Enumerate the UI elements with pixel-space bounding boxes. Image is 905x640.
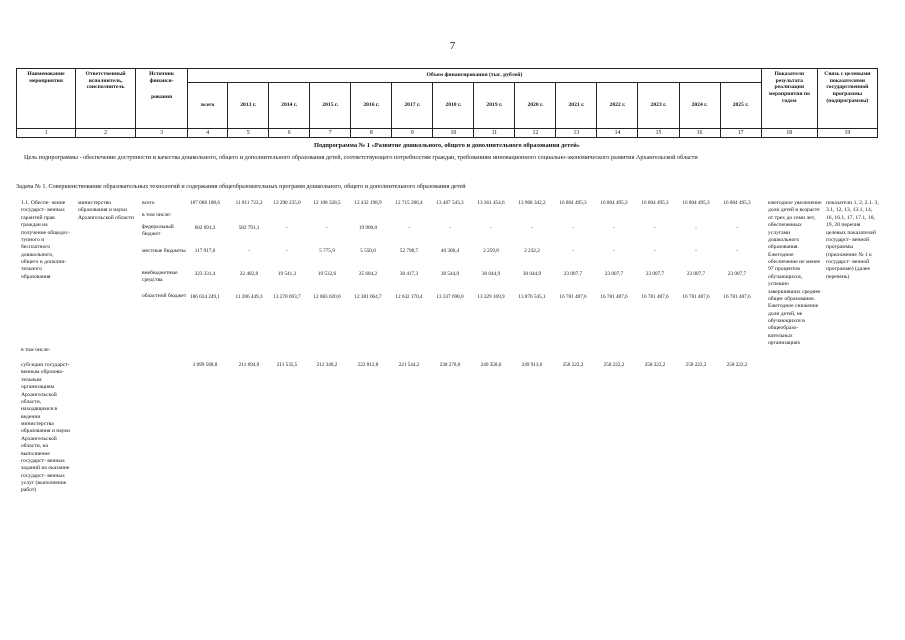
funding-value: - — [695, 225, 697, 231]
funding-value: 222 812,8 — [357, 362, 379, 368]
funding-value: - — [286, 225, 288, 231]
header-source — [136, 69, 188, 129]
column-number: 3 — [136, 129, 188, 138]
funding-value: 13 329 169,9 — [477, 294, 505, 300]
funding-value: 212 340,2 — [316, 362, 338, 368]
target-link: показатели 1, 2, 2.1. 3, 3.1, 12, 13, 13.1, 14, 16, 16.1, 17, 17.1, 18, 19, 20 перечня целевых показателей государст- венной программы (приложение № 1 к государст- венной программе) (далее перечень) — [826, 200, 879, 280]
source-total: всего — [142, 200, 155, 206]
column-number: 5 — [228, 129, 269, 138]
funding-value: 16 804 495,3 — [559, 200, 587, 206]
header-year: 2025 г. — [720, 83, 761, 129]
funding-value: 23 007,7 — [604, 271, 624, 277]
funding-value: 11 206 449,3 — [235, 294, 263, 300]
result-indicator: ежегодное увеличение доли детей в возрасте от трех до семи лет, обеспеченных услугами дошкольного образования. Ежегодное обеспечение не менее 97 процентов обучающихся, успешно завершивших среднее общее образование. Ежегодное снижение доли детей, не обучающихся в общеобразо- вательных организациях — [768, 200, 822, 347]
header-year: 2024 г. — [679, 83, 720, 129]
column-number: 12 — [515, 129, 556, 138]
source-in-total: в том числе: — [142, 212, 172, 218]
funding-value: 30 044,9 — [481, 271, 501, 277]
subprogram-goal: Цель подпрограммы - обеспечение доступности и качества дошкольного, общего и дополнительного образования детей, соответствующего потребностям граждан, требованиям инновационного социально-экономического развития Архангельской области — [24, 154, 698, 161]
column-number: 11 — [474, 129, 515, 138]
header-table — [16, 68, 878, 138]
header-year: 2020 г. — [515, 83, 556, 129]
funding-value: 249 913,6 — [521, 362, 543, 368]
header-year: 2016 г. — [351, 83, 392, 129]
funding-value: 12 632 170,4 — [395, 294, 423, 300]
header-name-of-measure: Наименование мероприятия — [17, 69, 76, 129]
column-number: 16 — [679, 129, 720, 138]
column-number: 9 — [392, 129, 433, 138]
funding-value: 23 007,7 — [645, 271, 665, 277]
funding-value: - — [695, 248, 697, 254]
funding-value: 238 278,0 — [439, 362, 461, 368]
column-number: 15 — [638, 129, 679, 138]
task-heading: Задача № 1. Совершенствование образовательных технологий и содержания общеобразовательных программ дошкольного, общего и дополнительного образования детей — [16, 183, 466, 190]
funding-value: 2 232,2 — [524, 248, 540, 254]
column-number: 19 — [817, 129, 877, 138]
funding-value: 16 804 495,3 — [641, 200, 669, 206]
funding-value: 13 407 543,3 — [436, 200, 464, 206]
funding-value: 12 108 328,5 — [313, 200, 341, 206]
funding-value: - — [248, 248, 250, 254]
funding-value: 23 007,7 — [686, 271, 706, 277]
funding-value: 11 811 723,2 — [235, 200, 263, 206]
funding-value: 258 222,2 — [685, 362, 707, 368]
funding-value: - — [408, 225, 410, 231]
funding-value: 16 781 487,6 — [641, 294, 669, 300]
funding-value: 16 804 495,3 — [723, 200, 751, 206]
funding-value: 16 804 495,3 — [600, 200, 628, 206]
source-local: местные бюджеты — [142, 248, 186, 254]
funding-value: - — [286, 248, 288, 254]
funding-value: 16 804 495,3 — [682, 200, 710, 206]
header-year: 2018 г. — [433, 83, 474, 129]
funding-value: - — [531, 225, 533, 231]
funding-value: 16 781 487,6 — [600, 294, 628, 300]
funding-value: 25 684,2 — [358, 271, 378, 277]
funding-value: 13 290 235,0 — [273, 200, 301, 206]
column-number: 4 — [188, 129, 228, 138]
executor: министерство образования и науки Архангельской области — [78, 200, 134, 221]
funding-value: 211 694,9 — [238, 362, 260, 368]
header-year: 2023 г. — [638, 83, 679, 129]
row-total — [190, 200, 758, 209]
funding-value: 5 550,0 — [360, 248, 376, 254]
funding-value: 16 781 487,6 — [723, 294, 751, 300]
header-target-link: Связь с целевыми показателями государственной программы (подпрограммы) — [817, 69, 877, 129]
header-year: 2022 г. — [597, 83, 638, 129]
funding-value: - — [572, 225, 574, 231]
column-number: 10 — [433, 129, 474, 138]
funding-value: - — [613, 248, 615, 254]
funding-value: - — [449, 225, 451, 231]
funding-value: 258 222,2 — [603, 362, 625, 368]
funding-value: 23 007,7 — [727, 271, 747, 277]
subsidy-name: субсидии государст- венным образова- тельным организациям Архангельской области, находящимся в ведении министерства образования и науки Архангельской области, на выполнение государст- венных заданий на оказание государст- венных услуг (выполнение работ) — [21, 362, 70, 494]
source-extrabudget: внебюджетные средства — [142, 270, 178, 284]
funding-value: 13 337 698,0 — [436, 294, 464, 300]
row-subsidy — [190, 362, 758, 371]
funding-value: 30 417,3 — [399, 271, 419, 277]
funding-value: 323 331,4 — [194, 271, 216, 277]
row-local — [190, 248, 758, 257]
funding-value: - — [654, 248, 656, 254]
funding-value: 12 381 064,7 — [354, 294, 382, 300]
column-number: 18 — [761, 129, 817, 138]
measure-name: 1.1. Обеспе- чение государст- венных гарантий прав граждан на получение общедос- тупного и бесплатного дошкольного, общего и дополни- тельного образования — [21, 200, 70, 280]
funding-value: 13 908 342,2 — [518, 200, 546, 206]
funding-value: 186 024 249,1 — [190, 294, 220, 300]
funding-value: 13 876 545,1 — [518, 294, 546, 300]
column-number: 7 — [310, 129, 351, 138]
funding-value: - — [654, 225, 656, 231]
funding-value: 52 798,7 — [399, 248, 419, 254]
column-number: 1 — [17, 129, 76, 138]
funding-value: 40 300,4 — [440, 248, 460, 254]
funding-value: - — [572, 248, 574, 254]
funding-value: 13 361 454,6 — [477, 200, 505, 206]
column-number: 2 — [76, 129, 136, 138]
funding-value: 258 222,2 — [644, 362, 666, 368]
source-regional: областной бюджет — [142, 293, 187, 299]
funding-value: 22 482,8 — [239, 271, 259, 277]
funding-value: 12 715 286,4 — [395, 200, 423, 206]
funding-value: 258 222,2 — [562, 362, 584, 368]
header-year: всего — [188, 83, 228, 129]
funding-value: 582 791,1 — [238, 225, 260, 231]
funding-value: - — [490, 225, 492, 231]
page-number: 7 — [449, 40, 456, 52]
funding-value: 2 259,8 — [483, 248, 499, 254]
column-number: 6 — [269, 129, 310, 138]
funding-value: 258 222,2 — [726, 362, 748, 368]
funding-value: 30 544,9 — [440, 271, 460, 277]
header-source-line2: рования — [151, 94, 173, 101]
row-federal — [190, 225, 758, 234]
funding-value: - — [326, 225, 328, 231]
funding-value: 23 007,7 — [563, 271, 583, 277]
funding-value: 13 270 693,7 — [273, 294, 301, 300]
funding-value: 30 044,9 — [522, 271, 542, 277]
header-year: 2013 г. — [228, 83, 269, 129]
funding-value: 19 541,3 — [277, 271, 297, 277]
in-total-label: в том числе: — [21, 347, 51, 353]
funding-value: - — [736, 225, 738, 231]
source-federal: федеральный бюджет — [142, 224, 174, 238]
row-regional — [190, 294, 758, 303]
header-year: 2021 г. — [556, 83, 597, 129]
header-result-indicators: Показатели результата реализации мероприятия по годам — [761, 69, 817, 129]
row-extrabudget — [190, 271, 758, 280]
funding-value: 3 099 588,8 — [192, 362, 218, 368]
column-number: 13 — [556, 129, 597, 138]
funding-value: - — [613, 225, 615, 231]
funding-value: 12 083 020,0 — [313, 294, 341, 300]
column-number: 14 — [597, 129, 638, 138]
funding-value: 16 781 487,6 — [559, 294, 587, 300]
header-executor: Ответственный исполнитель, соисполнитель — [76, 69, 136, 129]
header-year: 2014 г. — [269, 83, 310, 129]
header-year: 2019 г. — [474, 83, 515, 129]
header-year: 2017 г. — [392, 83, 433, 129]
funding-value: 240 358,6 — [480, 362, 502, 368]
header-year: 2015 г. — [310, 83, 351, 129]
funding-value: 117 917,0 — [194, 248, 216, 254]
subprogram-title: Подпрограмма № 1 «Развитие дошкольного, общего и дополнительного образования детей» — [314, 142, 580, 149]
column-number: 8 — [351, 129, 392, 138]
funding-value: 211 535,5 — [276, 362, 298, 368]
funding-value: 19 900,0 — [358, 225, 378, 231]
funding-value: 16 781 487,6 — [682, 294, 710, 300]
funding-value: 221 544,2 — [398, 362, 420, 368]
funding-value: 602 691,3 — [194, 225, 216, 231]
header-source-line1: Источник финанси- — [149, 71, 175, 84]
header-funding-title: Объем финансирования (тыс. рублей) — [188, 69, 762, 83]
funding-value: 5 775,9 — [319, 248, 335, 254]
funding-value: 19 532,6 — [317, 271, 337, 277]
funding-value: - — [736, 248, 738, 254]
funding-value: 187 068 188,6 — [190, 200, 220, 206]
column-number: 17 — [720, 129, 761, 138]
funding-value: 12 432 198,9 — [354, 200, 382, 206]
